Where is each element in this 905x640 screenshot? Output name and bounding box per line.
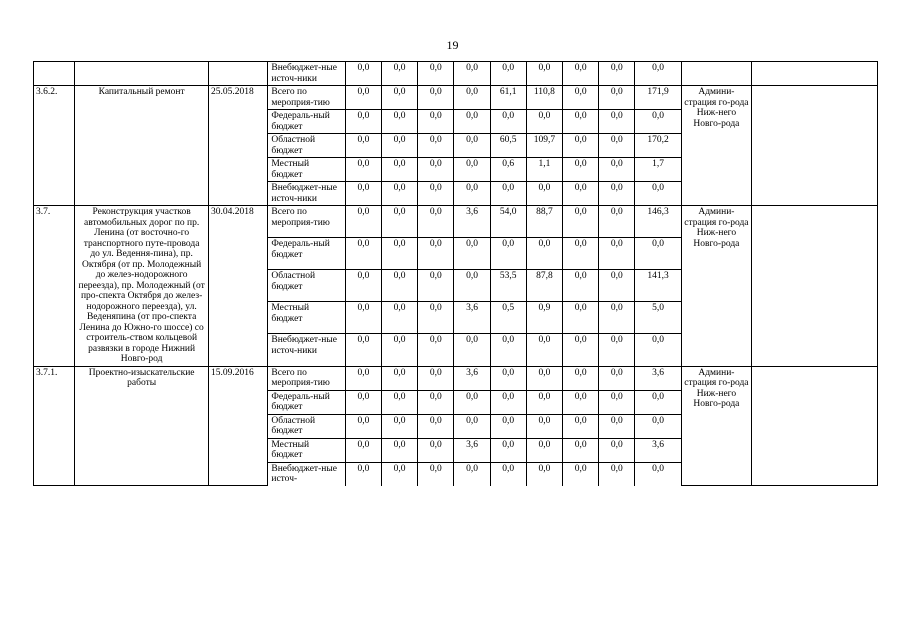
- value-cell: 0,0: [382, 270, 418, 302]
- value-cell: 0,0: [418, 206, 454, 238]
- item-name-cell: [75, 62, 209, 86]
- value-cell: 0,0: [563, 414, 599, 438]
- funding-source-cell: Областной бюджет: [268, 270, 345, 302]
- value-cell: 0,0: [345, 438, 381, 462]
- value-cell: 0,0: [454, 158, 490, 182]
- value-cell: 0,0: [563, 206, 599, 238]
- funding-source-cell: Областной бюджет: [268, 414, 345, 438]
- value-cell: 0,0: [418, 86, 454, 110]
- value-cell: 0,0: [454, 414, 490, 438]
- value-cell: 0,0: [599, 414, 635, 438]
- value-cell: 0,0: [418, 414, 454, 438]
- value-cell: 0,9: [526, 302, 562, 334]
- value-cell: 0,0: [382, 334, 418, 366]
- value-cell: 0,5: [490, 302, 526, 334]
- value-cell: 0,0: [418, 334, 454, 366]
- value-cell: 0,0: [599, 62, 635, 86]
- empty-cell: [752, 62, 878, 86]
- value-cell: 0,0: [345, 238, 381, 270]
- value-cell: 88,7: [526, 206, 562, 238]
- value-cell: 0,0: [382, 238, 418, 270]
- value-cell: 0,0: [418, 302, 454, 334]
- value-cell: 0,0: [563, 438, 599, 462]
- value-cell: 0,0: [599, 110, 635, 134]
- responsible-cell: [681, 62, 751, 86]
- value-cell: 0,0: [454, 238, 490, 270]
- value-cell: 0,0: [345, 366, 381, 390]
- funding-source-cell: Федераль-ный бюджет: [268, 110, 345, 134]
- value-cell: 0,0: [635, 390, 681, 414]
- value-cell: 0,0: [454, 390, 490, 414]
- funding-source-cell: Внебюджет-ные источ-ники: [268, 182, 345, 206]
- value-cell: 0,0: [599, 270, 635, 302]
- value-cell: 0,0: [599, 158, 635, 182]
- value-cell: 0,0: [599, 462, 635, 486]
- value-cell: 0,0: [418, 462, 454, 486]
- value-cell: 0,0: [382, 462, 418, 486]
- empty-cell: [752, 86, 878, 206]
- funding-source-cell: Внебюджет-ные источ-: [268, 462, 345, 486]
- value-cell: 3,6: [635, 366, 681, 390]
- value-cell: 0,0: [454, 462, 490, 486]
- value-cell: 0,0: [418, 390, 454, 414]
- funding-source-cell: Местный бюджет: [268, 438, 345, 462]
- funding-source-cell: Местный бюджет: [268, 158, 345, 182]
- value-cell: 3,6: [454, 206, 490, 238]
- value-cell: 0,0: [599, 238, 635, 270]
- value-cell: 0,0: [599, 334, 635, 366]
- value-cell: 0,0: [382, 366, 418, 390]
- value-cell: 0,0: [345, 182, 381, 206]
- value-cell: 0,0: [454, 134, 490, 158]
- item-code-cell: 3.6.2.: [34, 86, 75, 206]
- value-cell: 0,0: [635, 238, 681, 270]
- value-cell: 0,0: [418, 238, 454, 270]
- value-cell: 0,0: [635, 110, 681, 134]
- value-cell: 0,0: [345, 390, 381, 414]
- value-cell: 0,0: [382, 62, 418, 86]
- value-cell: 1,7: [635, 158, 681, 182]
- value-cell: 0,0: [382, 438, 418, 462]
- value-cell: 3,6: [454, 438, 490, 462]
- value-cell: 0,0: [563, 238, 599, 270]
- funding-source-cell: Федераль-ный бюджет: [268, 238, 345, 270]
- value-cell: 0,0: [563, 134, 599, 158]
- funding-source-cell: Всего по мероприя-тию: [268, 206, 345, 238]
- value-cell: 0,0: [490, 366, 526, 390]
- value-cell: 0,0: [454, 86, 490, 110]
- funding-source-cell: Федераль-ный бюджет: [268, 390, 345, 414]
- value-cell: 0,0: [345, 462, 381, 486]
- value-cell: 0,0: [382, 158, 418, 182]
- value-cell: 0,0: [599, 134, 635, 158]
- value-cell: 0,0: [490, 334, 526, 366]
- item-date-cell: 25.05.2018: [209, 86, 268, 206]
- program-table: [33, 61, 878, 486]
- value-cell: 3,6: [635, 438, 681, 462]
- value-cell: 0,6: [490, 158, 526, 182]
- responsible-cell: Админи-страция го-рода Ниж-него Новго-рода: [681, 86, 751, 206]
- value-cell: 0,0: [418, 134, 454, 158]
- item-code-cell: 3.7.: [34, 206, 75, 367]
- table-row: [34, 206, 878, 238]
- value-cell: 0,0: [563, 62, 599, 86]
- value-cell: 0,0: [454, 110, 490, 134]
- value-cell: 0,0: [599, 206, 635, 238]
- value-cell: 0,0: [490, 62, 526, 86]
- value-cell: 0,0: [526, 438, 562, 462]
- funding-source-cell: Внебюджет-ные источ-ники: [268, 334, 345, 366]
- value-cell: 0,0: [563, 86, 599, 110]
- value-cell: 5,0: [635, 302, 681, 334]
- value-cell: 141,3: [635, 270, 681, 302]
- value-cell: 0,0: [635, 414, 681, 438]
- value-cell: 0,0: [635, 462, 681, 486]
- value-cell: 0,0: [454, 62, 490, 86]
- value-cell: 0,0: [490, 110, 526, 134]
- value-cell: 0,0: [418, 62, 454, 86]
- funding-source-cell: Всего по мероприя-тию: [268, 366, 345, 390]
- value-cell: 0,0: [490, 414, 526, 438]
- value-cell: 146,3: [635, 206, 681, 238]
- value-cell: 0,0: [345, 302, 381, 334]
- value-cell: 0,0: [526, 110, 562, 134]
- value-cell: 0,0: [563, 302, 599, 334]
- value-cell: 0,0: [418, 110, 454, 134]
- value-cell: 0,0: [599, 366, 635, 390]
- value-cell: 0,0: [382, 414, 418, 438]
- page-number: 19: [446, 38, 459, 52]
- table-row: [34, 62, 878, 86]
- value-cell: 0,0: [490, 390, 526, 414]
- table-row: [34, 86, 878, 110]
- value-cell: 0,0: [345, 62, 381, 86]
- responsible-cell: Админи-страция го-рода Ниж-него Новго-рода: [681, 366, 751, 486]
- value-cell: 0,0: [345, 158, 381, 182]
- value-cell: 0,0: [418, 182, 454, 206]
- value-cell: 0,0: [345, 134, 381, 158]
- value-cell: 0,0: [490, 238, 526, 270]
- value-cell: 170,2: [635, 134, 681, 158]
- item-date-cell: 30.04.2018: [209, 206, 268, 367]
- value-cell: 0,0: [382, 110, 418, 134]
- responsible-cell: Админи-страция го-рода Ниж-него Новго-рода: [681, 206, 751, 367]
- value-cell: 0,0: [418, 366, 454, 390]
- value-cell: 109,7: [526, 134, 562, 158]
- value-cell: 0,0: [345, 414, 381, 438]
- value-cell: 0,0: [345, 86, 381, 110]
- value-cell: 0,0: [599, 390, 635, 414]
- item-date-cell: [209, 62, 268, 86]
- value-cell: 0,0: [563, 182, 599, 206]
- value-cell: 0,0: [382, 134, 418, 158]
- value-cell: 0,0: [563, 110, 599, 134]
- value-cell: 0,0: [526, 238, 562, 270]
- value-cell: 0,0: [526, 366, 562, 390]
- value-cell: 60,5: [490, 134, 526, 158]
- value-cell: 0,0: [635, 62, 681, 86]
- value-cell: 0,0: [599, 86, 635, 110]
- item-code-cell: [34, 62, 75, 86]
- value-cell: 0,0: [526, 462, 562, 486]
- empty-cell: [752, 206, 878, 367]
- value-cell: 0,0: [490, 182, 526, 206]
- value-cell: 0,0: [382, 390, 418, 414]
- item-name-cell: Капитальный ремонт: [75, 86, 209, 206]
- value-cell: 0,0: [526, 390, 562, 414]
- value-cell: 0,0: [526, 182, 562, 206]
- value-cell: 0,0: [382, 182, 418, 206]
- value-cell: 0,0: [599, 438, 635, 462]
- value-cell: 171,9: [635, 86, 681, 110]
- value-cell: 54,0: [490, 206, 526, 238]
- value-cell: 0,0: [345, 206, 381, 238]
- value-cell: 0,0: [526, 414, 562, 438]
- value-cell: 0,0: [454, 334, 490, 366]
- value-cell: 0,0: [345, 270, 381, 302]
- value-cell: 0,0: [382, 206, 418, 238]
- value-cell: 87,8: [526, 270, 562, 302]
- value-cell: 0,0: [382, 302, 418, 334]
- value-cell: 0,0: [635, 182, 681, 206]
- funding-source-cell: Всего по мероприя-тию: [268, 86, 345, 110]
- value-cell: 0,0: [563, 334, 599, 366]
- value-cell: 0,0: [418, 158, 454, 182]
- value-cell: 0,0: [382, 86, 418, 110]
- item-name-cell: Проектно-изыскательские работы: [75, 366, 209, 486]
- item-code-cell: 3.7.1.: [34, 366, 75, 486]
- value-cell: 110,8: [526, 86, 562, 110]
- value-cell: 0,0: [526, 334, 562, 366]
- value-cell: 0,0: [563, 390, 599, 414]
- value-cell: 0,0: [454, 270, 490, 302]
- value-cell: 0,0: [490, 438, 526, 462]
- funding-source-cell: Внебюджет-ные источ-ники: [268, 62, 345, 86]
- value-cell: 0,0: [418, 438, 454, 462]
- value-cell: 0,0: [563, 270, 599, 302]
- value-cell: 0,0: [599, 302, 635, 334]
- value-cell: 0,0: [418, 270, 454, 302]
- funding-source-cell: Областной бюджет: [268, 134, 345, 158]
- value-cell: 0,0: [635, 334, 681, 366]
- table-row: [34, 366, 878, 390]
- item-date-cell: 15.09.2016: [209, 366, 268, 486]
- value-cell: 53,5: [490, 270, 526, 302]
- funding-source-cell: Местный бюджет: [268, 302, 345, 334]
- empty-cell: [752, 366, 878, 486]
- value-cell: 0,0: [563, 462, 599, 486]
- value-cell: 0,0: [454, 182, 490, 206]
- value-cell: 0,0: [345, 110, 381, 134]
- value-cell: 3,6: [454, 302, 490, 334]
- value-cell: 61,1: [490, 86, 526, 110]
- value-cell: 3,6: [454, 366, 490, 390]
- value-cell: 0,0: [526, 62, 562, 86]
- value-cell: 0,0: [563, 158, 599, 182]
- value-cell: 0,0: [490, 462, 526, 486]
- value-cell: 0,0: [563, 366, 599, 390]
- value-cell: 1,1: [526, 158, 562, 182]
- value-cell: 0,0: [599, 182, 635, 206]
- value-cell: 0,0: [345, 334, 381, 366]
- item-name-cell: Реконструкция участков автомобильных дорог по пр. Ленина (от восточно-го транспортного путе-провода до ул. Ведення-пина), пр. Октября (от пр. Молодежный до желез-нодорожного переезда), пр. Молодежный (от про-спекта Октября до желез-нодорожного переезда), ул. Веденяпина (от про-спекта Ленина до Южно-го шоссе) со строитель-ством кольцевой развязки в городе Нижний Новго-род: [75, 206, 209, 367]
